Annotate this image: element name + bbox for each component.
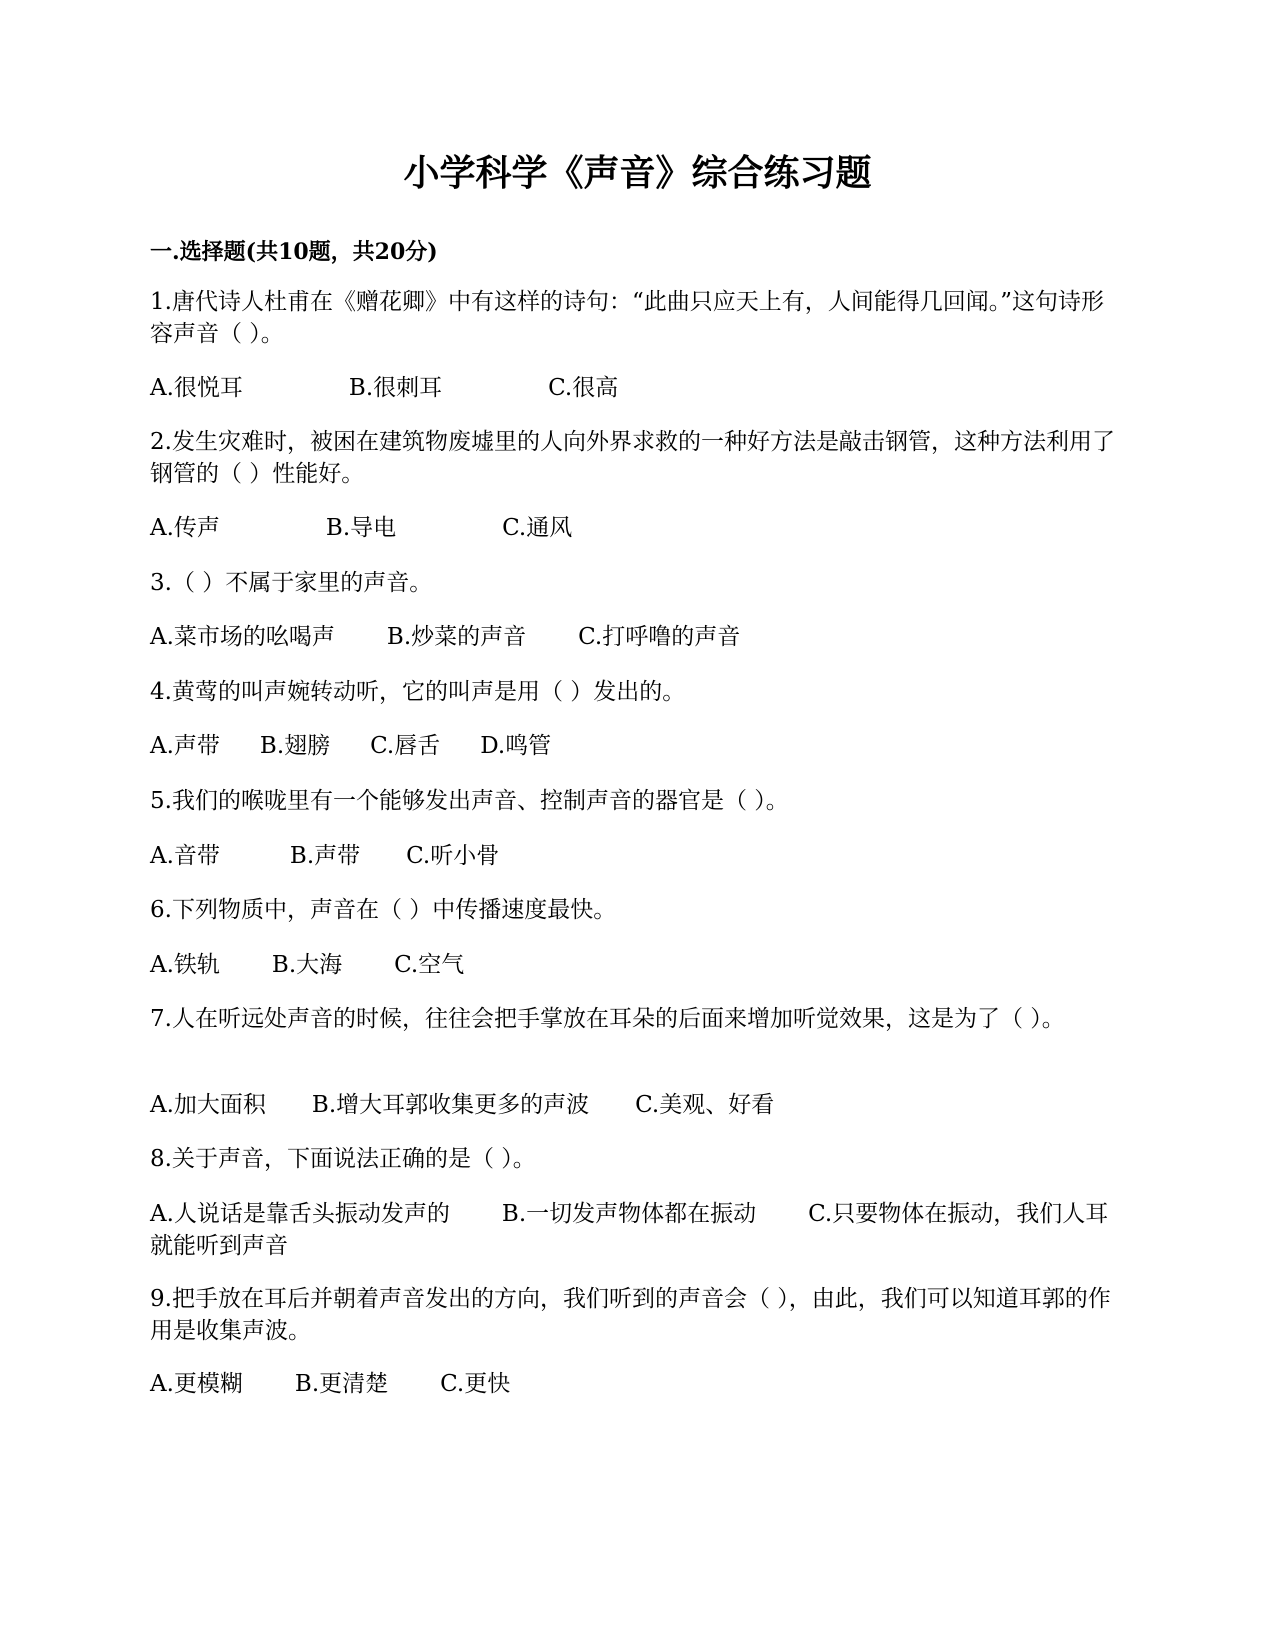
question-6-options: [150, 949, 1125, 981]
question-4-option-c: C.唇舌: [370, 733, 441, 759]
question-5-option-c: C.听小骨: [406, 843, 500, 869]
question-1-option-c: C.很高: [548, 375, 619, 401]
question-1-options: [150, 372, 1125, 404]
question-8-options: [150, 1198, 1125, 1262]
question-7-option-a: A.加大面积: [150, 1092, 266, 1118]
question-6-option-b: B.大海: [271, 952, 343, 978]
question-8-option-b: B.一切发声物体都在振动: [501, 1201, 757, 1227]
question-8-stem: 8.关于声音，下面说法正确的是（ ）。: [150, 1146, 536, 1172]
question-4-option-b: B.翅膀: [259, 733, 331, 759]
question-3-option-a: A.菜市场的吆喝声: [150, 624, 335, 650]
question-1-stem: 1.唐代诗人杜甫在《赠花卿》中有这样的诗句：“此曲只应天上有，人间能得几回闻。”这句诗形容声音（ ）。: [150, 289, 1104, 347]
question-8-option-a: A.人说话是靠舌头振动发声的: [150, 1201, 450, 1227]
question-5-options: [150, 840, 1125, 872]
question-3-stem: 3.（ ）不属于家里的声音。: [150, 570, 433, 596]
question-9-stem: 9.把手放在耳后并朝着声音发出的方向，我们听到的声音会（ ），由此，我们可以知道耳郭的作用是收集声波。: [150, 1286, 1111, 1344]
question-5-stem: 5.我们的喉咙里有一个能够发出声音、控制声音的器官是（ ）。: [150, 788, 789, 814]
question-7-option-b: B.增大耳郭收集更多的声波: [311, 1092, 590, 1118]
question-4-stem: 4.黄莺的叫声婉转动听，它的叫声是用（ ）发出的。: [150, 679, 686, 705]
question-4-option-a: A.声带: [150, 733, 220, 759]
question-2-options: [150, 512, 1125, 544]
question-2-option-c: C.通风: [502, 515, 573, 541]
question-4-option-d: D.鸣管: [480, 733, 552, 759]
question-2-option-b: B.导电: [325, 515, 397, 541]
question-6-option-c: C.空气: [394, 952, 465, 978]
question-7-stem: 7.人在听远处声音的时候，往往会把手掌放在耳朵的后面来增加听觉效果，这是为了（ ）。: [150, 1006, 1065, 1032]
question-2-stem: 2.发生灾难时，被困在建筑物废墟里的人向外界求救的一种好方法是敲击钢管，这种方法利用了钢管的（ ）性能好。: [150, 429, 1115, 487]
question-7-options: [150, 1089, 1125, 1121]
page-title: 小学科学《声音》综合练习题: [403, 152, 872, 194]
question-9-options: [150, 1368, 1125, 1400]
question-5-option-b: B.声带: [289, 843, 361, 869]
question-6-option-a: A.铁轨: [150, 952, 220, 978]
question-4-options: [150, 730, 1125, 762]
question-5-option-a: A.音带: [150, 843, 220, 869]
question-2-option-a: A.传声: [150, 515, 220, 541]
question-7-option-c: C.美观、好看: [635, 1092, 775, 1118]
question-3-option-b: B.炒菜的声音: [386, 624, 527, 650]
question-3-option-c: C.打呼噜的声音: [578, 624, 741, 650]
question-9-option-c: C.更快: [440, 1371, 511, 1397]
question-8-option-c: C.只要物体在振动，我们人耳就能听到声音: [150, 1201, 1109, 1259]
question-1-option-a: A.很悦耳: [150, 375, 243, 401]
question-6-stem: 6.下列物质中，声音在（ ）中传播速度最快。: [150, 897, 617, 923]
question-9-option-a: A.更模糊: [150, 1371, 243, 1397]
question-9-option-b: B.更清楚: [294, 1371, 389, 1397]
question-3-options: [150, 621, 1125, 653]
section-heading: 一.选择题(共10题，共20分): [150, 239, 438, 265]
question-1-option-b: B.很刺耳: [348, 375, 443, 401]
